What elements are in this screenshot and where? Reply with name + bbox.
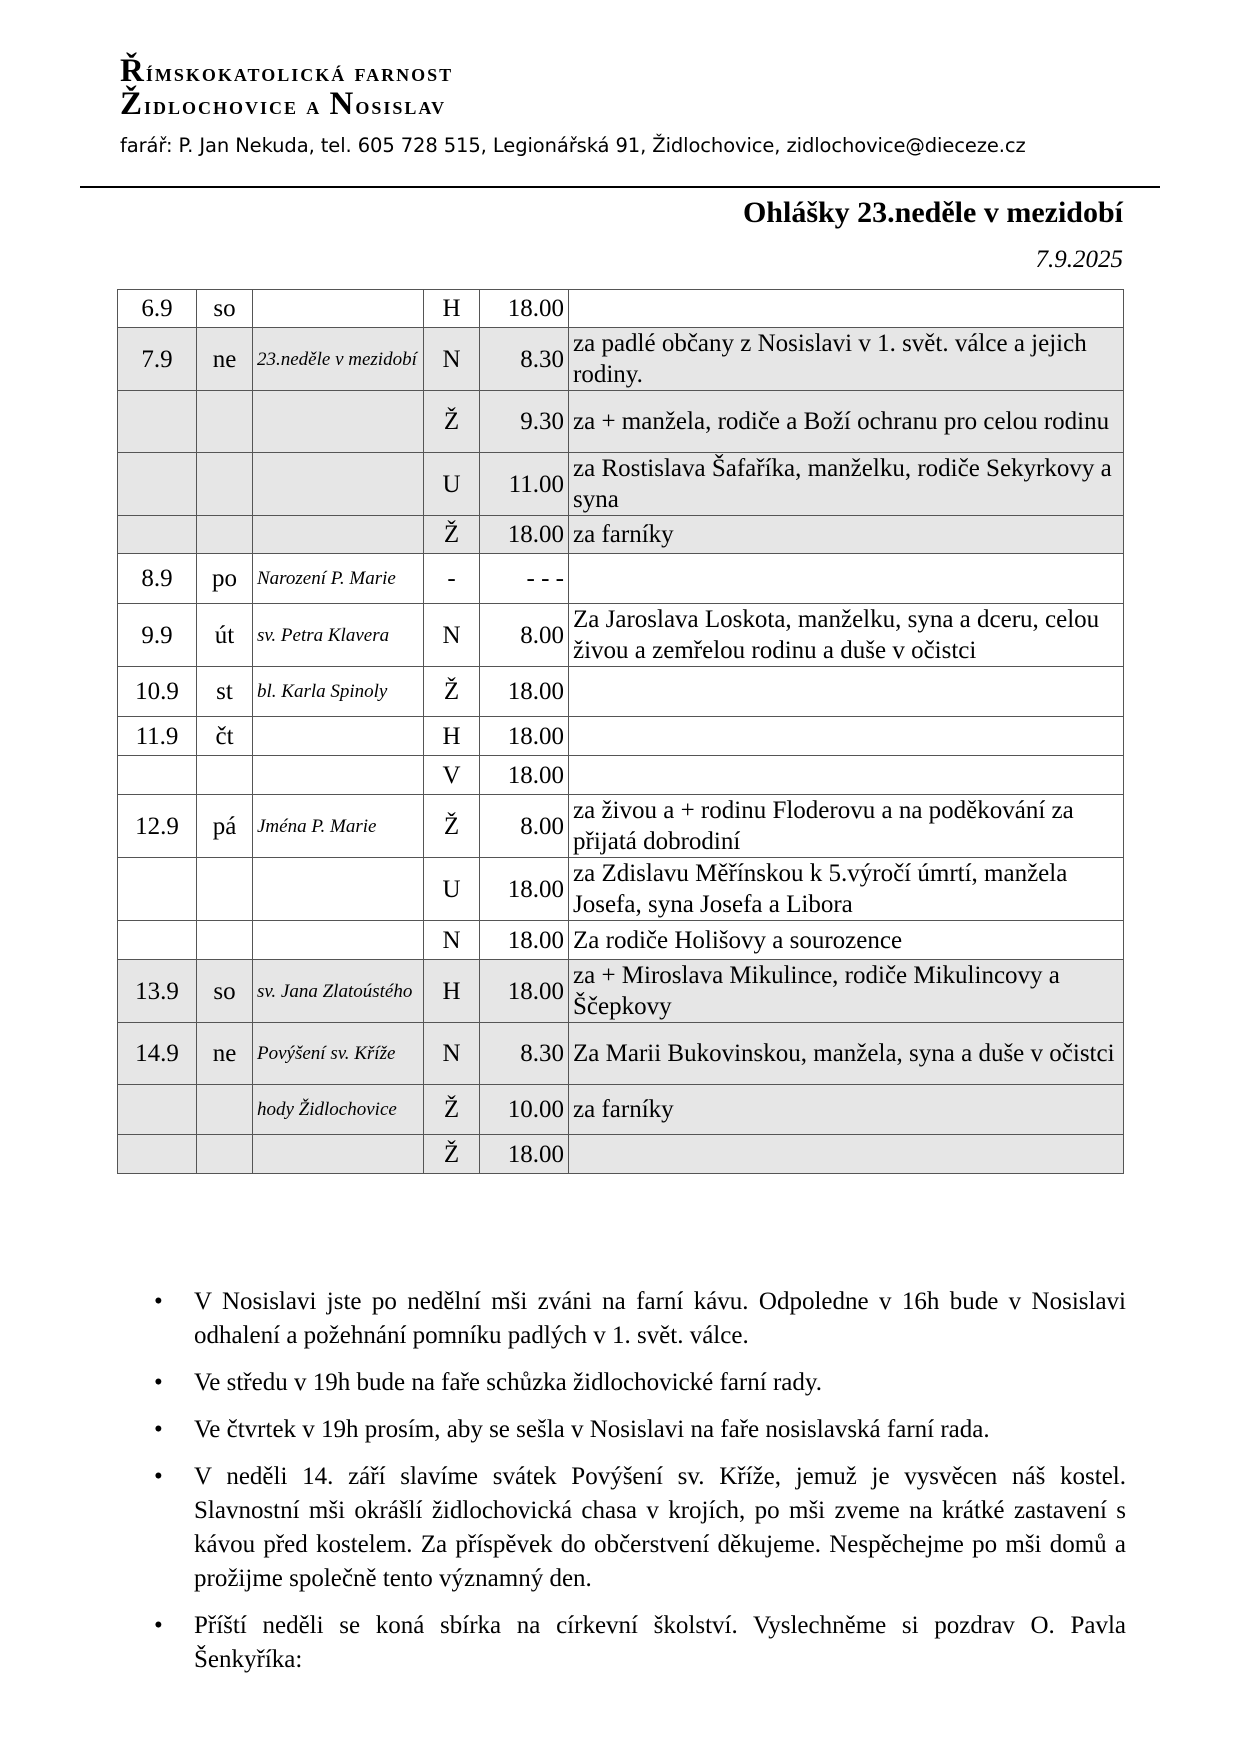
schedule-row <box>118 604 1124 667</box>
schedule-intention <box>569 756 1124 795</box>
schedule-time: 8.00 <box>480 795 569 858</box>
schedule-intention: za Rostislava Šafaříka, manželku, rodiče Sekyrkovy a syna <box>569 453 1124 516</box>
schedule-church: V <box>424 756 480 795</box>
schedule-date: 14.9 <box>118 1023 197 1085</box>
schedule-day <box>197 756 253 795</box>
schedule-church: Ž <box>424 1085 480 1135</box>
bullet-icon: • <box>154 1463 163 1490</box>
schedule-time: 18.00 <box>480 290 569 328</box>
schedule-time: 18.00 <box>480 1135 569 1174</box>
schedule-row <box>118 391 1124 453</box>
schedule-row <box>118 1023 1124 1085</box>
schedule-time: 18.00 <box>480 960 569 1023</box>
schedule-date: 7.9 <box>118 328 197 391</box>
schedule-date <box>118 453 197 516</box>
schedule-date: 8.9 <box>118 554 197 604</box>
note-text: Ve středu v 19h bude na faře schůzka židlochovické farní rady. <box>194 1369 822 1396</box>
bullet-icon: • <box>154 1369 163 1396</box>
schedule-church: Ž <box>424 391 480 453</box>
schedule-church: Ž <box>424 667 480 717</box>
schedule-row <box>118 960 1124 1023</box>
schedule-day <box>197 1085 253 1135</box>
schedule-church: N <box>424 604 480 667</box>
note-item <box>136 1366 1126 1400</box>
schedule-church: N <box>424 328 480 391</box>
bullet-icon: • <box>154 1416 163 1443</box>
schedule-day <box>197 858 253 921</box>
schedule-intention <box>569 667 1124 717</box>
contact-line: farář: P. Jan Nekuda, tel. 605 728 515, Legionářská 91, Židlochovice, zidlochovice@dieceze.cz <box>120 134 1026 157</box>
schedule-intention <box>569 290 1124 328</box>
note-item <box>136 1460 1126 1596</box>
schedule-church: Ž <box>424 795 480 858</box>
schedule-time: 8.00 <box>480 604 569 667</box>
schedule-intention <box>569 717 1124 756</box>
schedule-church: U <box>424 858 480 921</box>
schedule-feast: sv. Jana Zlatoústého <box>253 960 424 1023</box>
schedule-intention: Za Marii Bukovinskou, manžela, syna a duše v očistci <box>569 1023 1124 1085</box>
bullet-icon: • <box>154 1612 163 1639</box>
schedule-date <box>118 921 197 960</box>
schedule-date <box>118 516 197 554</box>
schedule-feast: Povýšení sv. Kříže <box>253 1023 424 1085</box>
schedule-time: 18.00 <box>480 516 569 554</box>
schedule-feast <box>253 717 424 756</box>
schedule-date: 13.9 <box>118 960 197 1023</box>
schedule-day: ne <box>197 328 253 391</box>
bullet-icon: • <box>154 1288 163 1315</box>
schedule-row <box>118 921 1124 960</box>
schedule-day <box>197 921 253 960</box>
note-item <box>136 1413 1126 1447</box>
schedule-intention: za Zdislavu Měřínskou k 5.výročí úmrtí, manžela Josefa, syna Josefa a Libora <box>569 858 1124 921</box>
schedule-time: 8.30 <box>480 328 569 391</box>
schedule-intention <box>569 554 1124 604</box>
schedule-intention: Za Jaroslava Loskota, manželku, syna a dceru, celou živou a zemřelou rodinu a duše v očistci <box>569 604 1124 667</box>
schedule-day <box>197 453 253 516</box>
schedule-day: pá <box>197 795 253 858</box>
schedule-day: st <box>197 667 253 717</box>
parish-header <box>120 53 1026 157</box>
schedule-date: 6.9 <box>118 290 197 328</box>
schedule-church: N <box>424 921 480 960</box>
schedule-row <box>118 795 1124 858</box>
schedule-church: Ž <box>424 516 480 554</box>
schedule-day: po <box>197 554 253 604</box>
note-item <box>136 1285 1126 1353</box>
schedule-feast <box>253 391 424 453</box>
schedule-row <box>118 858 1124 921</box>
schedule-time: 18.00 <box>480 717 569 756</box>
header-divider <box>80 186 1160 188</box>
schedule-feast: sv. Petra Klavera <box>253 604 424 667</box>
announcements-date: 7.9.2025 <box>1035 246 1123 273</box>
schedule-time: 18.00 <box>480 921 569 960</box>
schedule-date: 12.9 <box>118 795 197 858</box>
schedule-feast: bl. Karla Spinoly <box>253 667 424 717</box>
schedule-day: čt <box>197 717 253 756</box>
schedule-intention: Za rodiče Holišovy a sourozence <box>569 921 1124 960</box>
schedule-feast: Jména P. Marie <box>253 795 424 858</box>
schedule-feast: 23.neděle v mezidobí <box>253 328 424 391</box>
note-text: Ve čtvrtek v 19h prosím, aby se sešla v Nosislavi na faře nosislavská farní rada. <box>194 1416 990 1443</box>
schedule-row <box>118 516 1124 554</box>
schedule-intention: za živou a + rodinu Floderovu a na poděkování za přijatá dobrodiní <box>569 795 1124 858</box>
schedule-intention: za + Miroslava Mikulince, rodiče Mikulincovy a Ščepkovy <box>569 960 1124 1023</box>
note-text: V Nosislavi jste po nedělní mši zváni na farní kávu. Odpoledne v 16h bude v Nosislavi odhalení a požehnání pomníku padlých v 1. svět. válce. <box>194 1288 1126 1349</box>
schedule-day <box>197 391 253 453</box>
schedule-feast <box>253 1135 424 1174</box>
schedule-time: 10.00 <box>480 1085 569 1135</box>
schedule-feast <box>253 453 424 516</box>
mass-schedule-table <box>117 289 1124 1174</box>
schedule-row <box>118 554 1124 604</box>
schedule-intention <box>569 1135 1124 1174</box>
schedule-feast <box>253 516 424 554</box>
schedule-row <box>118 1135 1124 1174</box>
schedule-intention: za farníky <box>569 1085 1124 1135</box>
schedule-day <box>197 1135 253 1174</box>
schedule-row <box>118 328 1124 391</box>
schedule-day: ne <box>197 1023 253 1085</box>
schedule-date: 11.9 <box>118 717 197 756</box>
schedule-day: út <box>197 604 253 667</box>
schedule-time: 11.00 <box>480 453 569 516</box>
schedule-day: so <box>197 960 253 1023</box>
note-text: V neděli 14. září slavíme svátek Povýšení sv. Kříže, jemuž je vysvěcen náš kostel. Slavnostní mši okrášlí židlochovická chasa v krojích, po mši zveme na krátké zastavení s kávou před kostelem. Za příspěvek do občerstvení děkujeme. Nespěchejme po mši domů a prožijme společně tento významný den. <box>194 1463 1126 1592</box>
schedule-church: - <box>424 554 480 604</box>
schedule-time: 18.00 <box>480 858 569 921</box>
schedule-time: 9.30 <box>480 391 569 453</box>
schedule-feast <box>253 756 424 795</box>
schedule-date <box>118 1085 197 1135</box>
schedule-body <box>118 290 1124 1174</box>
schedule-date <box>118 1135 197 1174</box>
schedule-church: H <box>424 290 480 328</box>
schedule-row <box>118 667 1124 717</box>
schedule-time: 18.00 <box>480 667 569 717</box>
schedule-intention: za + manžela, rodiče a Boží ochranu pro celou rodinu <box>569 391 1124 453</box>
schedule-time: 8.30 <box>480 1023 569 1085</box>
schedule-row <box>118 756 1124 795</box>
schedule-time: - - - <box>480 554 569 604</box>
schedule-feast <box>253 290 424 328</box>
schedule-church: H <box>424 717 480 756</box>
schedule-church: U <box>424 453 480 516</box>
parish-name-line1: Římskokatolická farnost <box>120 53 454 89</box>
schedule-row <box>118 453 1124 516</box>
schedule-feast: hody Židlochovice <box>253 1085 424 1135</box>
schedule-date: 9.9 <box>118 604 197 667</box>
schedule-date <box>118 391 197 453</box>
schedule-intention: za farníky <box>569 516 1124 554</box>
schedule-row <box>118 1085 1124 1135</box>
schedule-time: 18.00 <box>480 756 569 795</box>
schedule-row <box>118 290 1124 328</box>
schedule-feast <box>253 921 424 960</box>
schedule-day <box>197 516 253 554</box>
note-item <box>136 1609 1126 1677</box>
schedule-feast <box>253 858 424 921</box>
schedule-feast: Narození P. Marie <box>253 554 424 604</box>
schedule-church: N <box>424 1023 480 1085</box>
announcements-title: Ohlášky 23.neděle v mezidobí <box>742 196 1123 229</box>
schedule-row <box>118 717 1124 756</box>
schedule-date <box>118 756 197 795</box>
announcement-notes <box>136 1285 1126 1690</box>
schedule-church: Ž <box>424 1135 480 1174</box>
parish-name-line2: Židlochovice a Nosislav <box>120 86 447 122</box>
schedule-date: 10.9 <box>118 667 197 717</box>
note-text: Příští neděli se koná sbírka na církevní školství. Vyslechněme si pozdrav O. Pavla Šenkyříka: <box>194 1612 1126 1673</box>
schedule-day: so <box>197 290 253 328</box>
schedule-date <box>118 858 197 921</box>
schedule-church: H <box>424 960 480 1023</box>
schedule-intention: za padlé občany z Nosislavi v 1. svět. válce a jejich rodiny. <box>569 328 1124 391</box>
